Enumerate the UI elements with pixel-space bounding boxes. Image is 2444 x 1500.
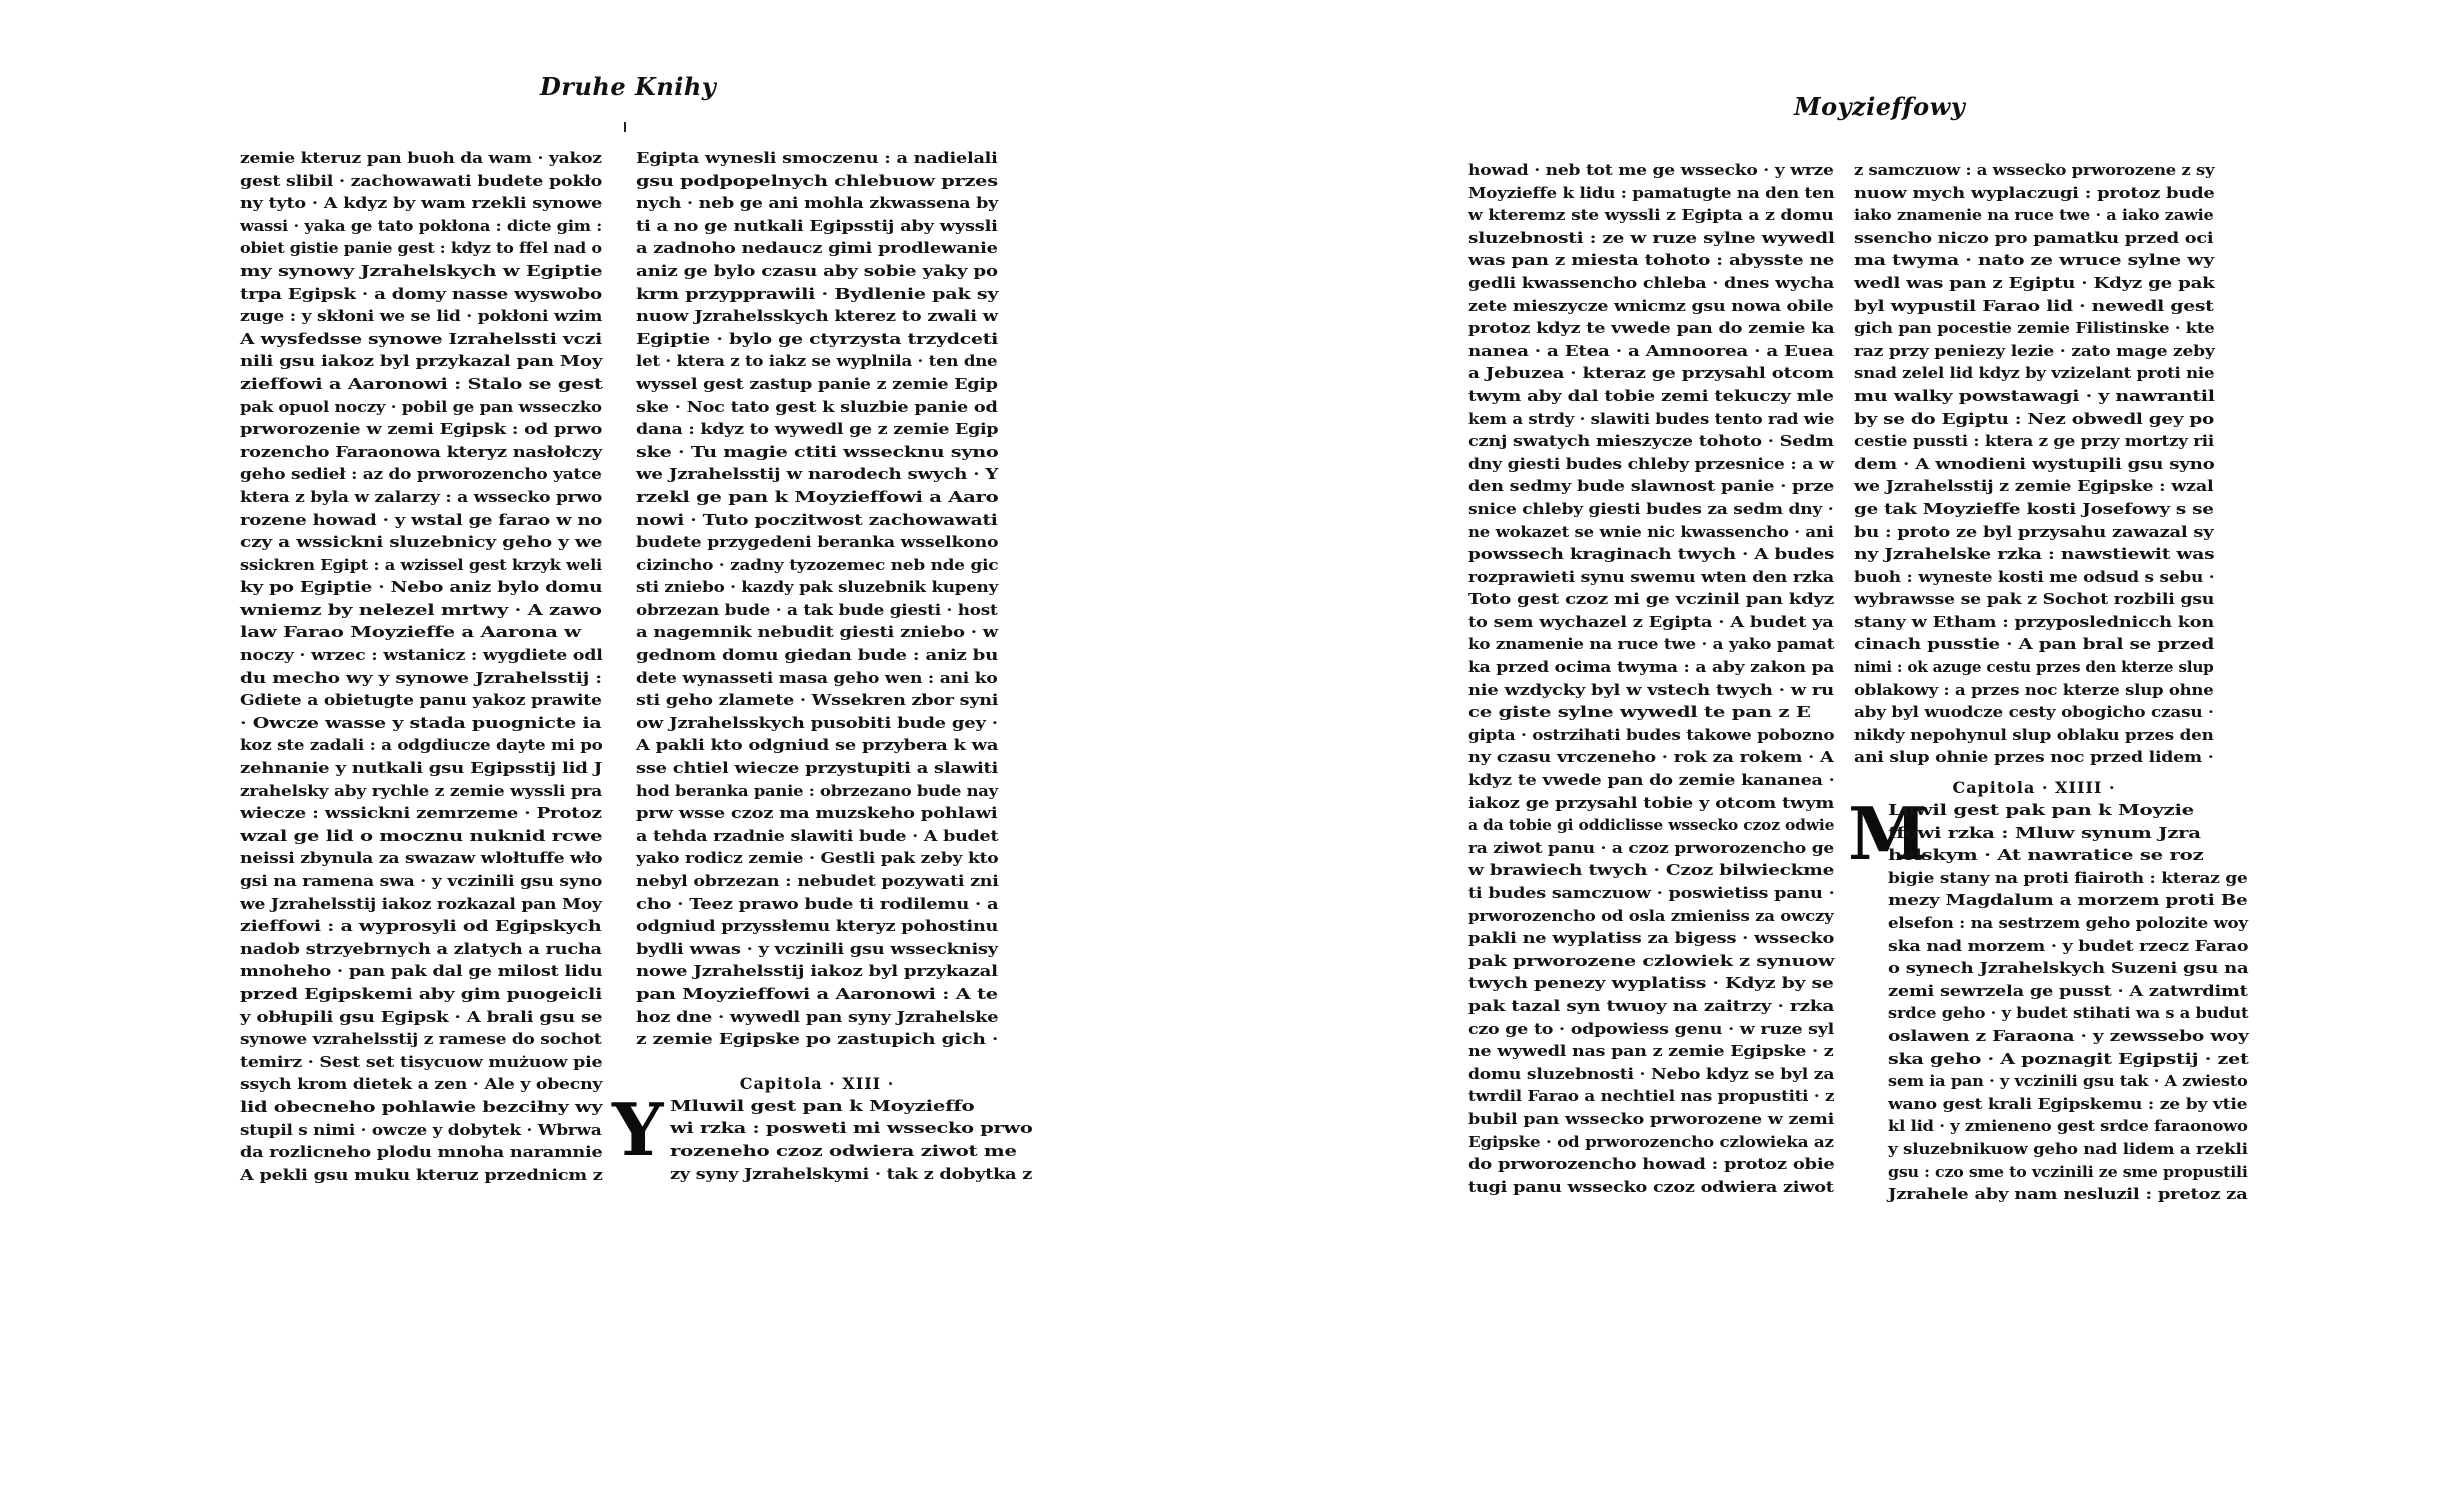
text-line: nimi : ok azuge cestu przes den kterze slup <box>1854 659 2214 677</box>
text-line: ma twyma · nato ze wruce sylne wy <box>1854 252 2214 270</box>
printer-mark <box>624 122 626 132</box>
text-line: rzekl ge pan k Moyzieffowi a Aaro <box>636 488 999 506</box>
text-line: gednom domu giedan bude : aniz bu <box>636 647 999 665</box>
chapter-heading: Capitola · XIII · <box>739 1073 895 1093</box>
text-line: czy a wssickni sluzebnicy geho y we <box>240 534 603 552</box>
text-line: rozeneho czoz odwiera ziwot me <box>670 1142 1017 1160</box>
text-line: rozencho Faraonowa kteryz nasłołczy <box>240 443 602 461</box>
text-line: helskym · At nawratice se roz <box>1888 847 2204 865</box>
text-line: A pakli kto odgniud se przybera k wa <box>636 737 999 755</box>
text-line: bigie stany na proti fiairoth : kteraz ge <box>1888 869 2248 887</box>
text-line: hoz dne · wywedl pan syny Jzrahelske <box>636 1008 999 1026</box>
decorated-initial-block <box>1848 791 2249 1207</box>
text-line: mezy Magdalum a morzem proti Be <box>1888 892 2248 910</box>
text-line: obiet gistie panie gest : kdyz to ffel nad o <box>240 240 602 258</box>
text-line: pak prworozene czlowiek z synuow <box>1468 952 1835 970</box>
text-line: was pan z miesta tohoto : abysste ne <box>1468 252 1835 270</box>
text-line: obrzezan bude · a tak bude giesti · host <box>636 601 998 619</box>
text-line: gipta · ostrzihati budes takowe pobozno <box>1468 726 1835 744</box>
text-line: stupil s nimi · owcze y dobytek · Wbrwa <box>240 1121 602 1139</box>
text-line: nebyl obrzezan : nebudet pozywati zni <box>636 873 999 890</box>
text-line: wybrawsse se pak z Sochot rozbili gsu <box>1854 591 2215 609</box>
text-line: ti a no ge nutkali Egipsstij aby wyssli <box>636 217 998 235</box>
text-line: bu : proto ze byl przysahu zawazal sy <box>1854 523 2214 541</box>
text-line: cizincho · zadny tyzozemec neb nde gic <box>636 556 999 574</box>
text-line: my synowy Jzrahelskych w Egiptie <box>240 262 603 280</box>
text-line: kem a strdy · slawiti budes tento rad wie <box>1468 410 1835 428</box>
text-line: zehnanie y nutkali gsu Egipsstij lid J <box>240 760 603 778</box>
text-line: yako rodicz zemie · Gestli pak zeby kto <box>636 850 999 868</box>
right-column-b <box>1848 160 2249 1207</box>
text-line: pakli ne wyplatiss za bigess · wssecko <box>1468 930 1835 948</box>
text-line: du mecho wy y synowe Jzrahelsstij : <box>240 669 602 687</box>
text-line: z zemie Egipske po zastupich gich · <box>636 1031 999 1049</box>
text-line: neissi zbynula za swazaw wlołtuffe wło <box>240 850 603 868</box>
text-line: wassi · yaka ge tato pokłona : dicte gim : <box>240 217 603 235</box>
text-line: y sluzebnikuow geho nad lidem a rzekli <box>1888 1140 2248 1158</box>
text-line: trpa Egipsk · a domy nasse wyswobo <box>240 285 602 303</box>
text-line: prworozenie w zemi Egipsk : od prwo <box>240 421 603 439</box>
left-column-b <box>612 148 1033 1186</box>
text-line: Luwil gest pak pan k Moyzie <box>1888 802 2194 820</box>
text-line: wi rzka : posweti mi wssecko prwo <box>670 1120 1033 1138</box>
text-line: · Owcze wasse y stada puognicte ia <box>240 714 602 732</box>
text-line: sluzebnosti : ze w ruze sylne wywedl <box>1468 229 1835 247</box>
text-line: aby byl wuodcze cesty obogicho czasu · <box>1854 704 2214 722</box>
text-line: Egipske · od prworozencho czlowieka az <box>1468 1133 1834 1151</box>
text-line: gsu : czo sme to vczinili ze sme propustili <box>1888 1163 2248 1181</box>
text-line: a da tobie gi oddiclisse wssecko czoz odwie <box>1468 817 1835 835</box>
text-line: bydli wwas · y vczinili gsu wssecknisy <box>636 940 998 958</box>
text-line: srdce geho · y budet stihati wa s a budut <box>1888 1005 2249 1023</box>
text-line: y obłupili gsu Egipsk · A brali gsu se <box>240 1008 603 1026</box>
text-line: wzal ge lid o mocznu nuknid rcwe <box>240 827 603 845</box>
text-line: noczy · wrzec : wstanicz : wygdiete odl <box>240 647 603 665</box>
text-line: iakoz ge przysahl tobie y otcom twym <box>1468 794 1835 812</box>
text-line: pan Moyzieffowi a Aaronowi : A te <box>636 985 998 1003</box>
decorated-initial: Y <box>612 1086 664 1172</box>
text-line: sti zniebo · kazdy pak sluzebnik kupeny <box>636 579 999 597</box>
text-line: ny tyto · A kdyz by wam rzekli synowe <box>240 195 603 213</box>
text-line: to sem wychazel z Egipta · A budet ya <box>1468 613 1834 631</box>
text-line: protoz kdyz te vwede pan do zemie ka <box>1468 320 1835 338</box>
text-line: aniz ge bylo czasu aby sobie yaky po <box>636 262 998 280</box>
text-line: a Jebuzea · kteraz ge przysahl otcom <box>1468 365 1834 383</box>
text-line: gedli kwassencho chleba · dnes wycha <box>1468 274 1835 292</box>
text-line: ny czasu vrczeneho · rok za rokem · A <box>1468 749 1834 767</box>
text-line: nuow mych wyplaczugi : protoz bude <box>1854 184 2215 202</box>
text-line: a nagemnik nebudit giesti zniebo · w <box>636 624 998 642</box>
text-line: gsi na ramena swa · y vczinili gsu syno <box>240 873 603 890</box>
text-line: ra ziwot panu · a czoz prworozencho ge <box>1468 839 1835 857</box>
text-line: ge tak Moyzieffe kosti Josefowy s se <box>1854 500 2214 518</box>
text-line: nowe Jzrahelsstij iakoz byl przykazal <box>636 963 998 981</box>
text-line: rozprawieti synu swemu wten den rzka <box>1468 568 1834 586</box>
text-line: twym aby dal tobie zemi tekuczy mle <box>1468 387 1834 405</box>
text-line: mnoheho · pan pak dal ge milost lidu <box>240 963 603 981</box>
text-line: ti budes samczuow · poswietiss panu · <box>1468 885 1835 902</box>
text-line: twrdil Farao a nechtiel nas propustiti · z <box>1468 1088 1835 1106</box>
text-line: zete mieszycze wnicmz gsu nowa obile <box>1468 297 1834 315</box>
text-line: wano gest krali Egipskemu : ze by vtie <box>1888 1095 2248 1113</box>
text-line: ske · Tu magie ctiti wssecknu syno <box>636 443 999 461</box>
text-line: howad · neb tot me ge wssecko · y wrze <box>1468 162 1834 179</box>
text-line: zemie kteruz pan buoh da wam · yakoz <box>240 150 602 167</box>
left-column-a <box>240 148 602 1187</box>
text-line: zuge : y skłoni we se lid · pokłoni wzim <box>240 308 603 326</box>
text-line: nikdy nepohynul slup oblaku przes den <box>1854 726 2214 744</box>
text-line: a tehda rzadnie slawiti bude · A budet <box>636 827 999 845</box>
text-line: synowe vzrahelsstij z ramese do sochot <box>240 1031 602 1049</box>
text-line: zemi sewrzela ge pusst · A zatwrdimt <box>1888 982 2248 1000</box>
text-line: mu walky powstawagi · y nawrantil <box>1854 387 2215 405</box>
text-line: by se do Egiptu : Nez obwedl gey po <box>1854 410 2214 428</box>
text-line: ffowi rzka : Mluw synum Jzra <box>1888 824 2201 842</box>
text-line: tugi panu wssecko czoz odwiera ziwot <box>1468 1178 1834 1196</box>
text-line: bubil pan wssecko prworozene w zemi <box>1468 1110 1835 1128</box>
text-line: ny Jzrahelske rzka : nawstiewit was <box>1854 546 2215 564</box>
text-line: rozene howad · y wstal ge farao w no <box>240 511 603 529</box>
text-line: zieffowi a Aaronowi : Stalo se gest <box>240 375 603 393</box>
text-line: geho sedieł : az do prworozencho yatce <box>240 466 602 484</box>
text-line: ani slup ohnie przes noc przed lidem · <box>1854 749 2214 767</box>
text-line: we Jzrahelsstij w narodech swych · Y <box>636 466 999 484</box>
text-line: twych penezy wyplatiss · Kdyz by se <box>1468 975 1834 993</box>
text-line: ow Jzrahelsskych pusobiti bude gey · <box>636 714 998 732</box>
text-line: pak tazal syn twuoy na zaitrzy · rzka <box>1468 997 1835 1015</box>
text-line: nie wzdycky byl w vstech twych · w ru <box>1468 681 1834 699</box>
text-line: ska nad morzem · y budet rzecz Farao <box>1888 937 2249 955</box>
text-line: dete wynasseti masa geho wen : ani ko <box>636 669 998 687</box>
text-line: snice chleby giesti budes za sedm dny · <box>1468 500 1834 518</box>
text-line: domu sluzebnosti · Nebo kdyz se byl za <box>1468 1065 1835 1083</box>
text-line: Jzrahele aby nam nesluzil : pretoz za <box>1888 1186 2248 1204</box>
text-line: prw wsse czoz ma muzskeho pohlawi <box>636 805 998 823</box>
text-line: Moyzieffe k lidu : pamatugte na den ten <box>1468 184 1835 202</box>
text-line: ska geho · A poznagit Egipstij · zet <box>1888 1050 2249 1068</box>
text-line: sse chtiel wiecze przystupiti a slawiti <box>636 760 999 778</box>
text-line: cznj swatych mieszycze tohoto · Sedm <box>1468 433 1834 451</box>
text-line: let · ktera z to iakz se wyplnila · ten dne <box>636 353 998 371</box>
text-line: ne wywedl nas pan z zemie Egipske · z <box>1468 1043 1834 1061</box>
text-line: prworozencho od osla zmieniss za owczy <box>1468 907 1834 925</box>
text-line: snad zelel lid kdyz by vzizelant proti nie <box>1854 365 2215 383</box>
text-line: cinach pusstie · A pan bral se przed <box>1854 636 2215 654</box>
right-page <box>1222 0 2444 1500</box>
text-line: ske · Noc tato gest k sluzbie panie od <box>636 398 998 416</box>
text-line: A wysfedsse synowe Izrahelssti vczi <box>240 330 602 348</box>
decorated-initial: M <box>1848 791 1928 877</box>
left-running-head: Druhe Knihy <box>540 72 717 101</box>
text-line: z samczuow : a wssecko prworozene z sy <box>1854 162 2215 179</box>
text-line: stany w Etham : przyposlednicch kon <box>1854 613 2215 631</box>
text-line: oslawen z Faraona · y zewssebo woy <box>1888 1027 2249 1045</box>
text-line: czo ge to · odpowiess genu · w ruze syl <box>1468 1020 1835 1038</box>
text-line: wedl was pan z Egiptu · Kdyz ge pak <box>1854 274 2215 292</box>
text-line: nanea · a Etea · a Amnoorea · a Euea <box>1468 342 1834 360</box>
text-line: kl lid · y zmieneno gest srdce faraonowo <box>1888 1118 2248 1136</box>
text-line: gsu podpopelnych chlebuow przes <box>636 172 998 190</box>
text-line: w kteremz ste wyssli z Egipta a z domu <box>1468 207 1834 225</box>
text-line: ky po Egiptie · Nebo aniz bylo domu <box>240 579 603 597</box>
text-line: da rozlicneho plodu mnoha naramnie <box>240 1144 603 1162</box>
text-line: temirz · Sest set tisycuow mużuow pie <box>240 1053 603 1071</box>
text-line: wiecze : wssickni zemrzeme · Protoz <box>240 805 602 823</box>
text-line: Toto gest czoz mi ge vczinil pan kdyz <box>1468 591 1834 609</box>
text-line: do prworozencho howad : protoz obie <box>1468 1156 1835 1174</box>
text-line: budete przygedeni beranka wsselkono <box>636 534 999 552</box>
chapter-heading: Capitola · XIIII · <box>1952 778 2116 798</box>
text-line: ka przed ocima twyma : a aby zakon pa <box>1468 659 1835 677</box>
text-line: hod beranka panie : obrzezano bude nay <box>636 782 998 800</box>
text-line: raz przy peniezy lezie · zato mage zeby <box>1854 342 2215 360</box>
text-line: dana : kdyz to wywedl ge z zemie Egip <box>636 421 999 439</box>
text-line: gich pan pocestie zemie Filistinske · kte <box>1854 320 2215 338</box>
text-line: we Jzrahelsstij z zemie Egipske : wzal <box>1854 478 2214 496</box>
text-line: iako znamenie na ruce twe · a iako zawie <box>1854 207 2214 225</box>
text-line: Gdiete a obietugte panu yakoz prawite <box>240 692 602 710</box>
text-line: gest slibil · zachowawati budete pokło <box>240 172 603 190</box>
text-line: przed Egipskemi aby gim puogeicli <box>240 985 602 1003</box>
text-line: nadob strzyebrnych a zlatych a rucha <box>240 940 602 958</box>
text-line: we Jzrahelsstij iakoz rozkazal pan Moy <box>240 895 602 913</box>
right-running-head: Moyzieffowy <box>1794 92 1966 121</box>
text-line: w brawiech twych · Czoz bilwieckme <box>1468 862 1835 880</box>
text-line: sem ia pan · y vczinili gsu tak · A zwiesto <box>1888 1073 2248 1091</box>
text-line: zrahelsky aby rychle z zemie wyssli pra <box>240 782 603 800</box>
text-line: oblakowy : a przes noc kterze slup ohne <box>1854 681 2214 699</box>
text-line: pak opuol noczy · pobil ge pan wsseczko <box>240 398 602 416</box>
text-line: nowi · Tuto poczitwost zachowawati <box>636 511 998 529</box>
text-line: o synech Jzrahelskych Suzeni gsu na <box>1888 960 2249 978</box>
text-line: nuow Jzrahelsskych kterez to zwali w <box>636 308 998 326</box>
text-line: ktera z byla w zalarzy : a wssecko prwo <box>240 488 602 506</box>
text-line: ko znamenie na ruce twe · a yako pamat <box>1468 636 1835 654</box>
text-line: ce giste sylne wywedl te pan z E <box>1468 704 1811 722</box>
text-line: lid obecneho pohlawie bezciłny wy <box>240 1098 603 1116</box>
text-line: powssech kraginach twych · A budes <box>1468 546 1835 564</box>
right-column-a <box>1468 160 1834 1199</box>
text-line: koz ste zadali : a odgdiucze dayte mi po <box>240 737 603 755</box>
text-line: nych · neb ge ani mohla zkwassena by <box>636 195 998 213</box>
text-line: zieffowi : a wyprosyli od Egipskych <box>240 918 602 936</box>
text-line: sti geho zlamete · Wssekren zbor syni <box>636 692 999 710</box>
text-line: odgniud przyssłemu kteryz pohostinu <box>636 918 999 936</box>
text-line: byl wypustil Farao lid · newedl gest <box>1854 297 2214 315</box>
text-line: zy syny Jzrahelskymi · tak z dobytka z <box>670 1165 1033 1183</box>
text-line: ne wokazet se wnie nic kwassencho · ani <box>1468 523 1834 541</box>
decorated-initial-block <box>612 1086 1033 1186</box>
text-line: wyssel gest zastup panie z zemie Egip <box>636 375 998 393</box>
text-line: elsefon : na sestrzem geho polozite woy <box>1888 915 2248 932</box>
text-line: a zadnoho nedaucz gimi prodlewanie <box>636 240 998 258</box>
text-line: nili gsu iakoz byl przykazal pan Moy <box>240 353 603 371</box>
text-line: cestie pussti : ktera z ge przy mortzy rii <box>1854 433 2214 451</box>
text-line: cho · Teez prawo bude ti rodilemu · a <box>636 895 999 913</box>
text-line: Egipta wynesli smoczenu : a nadielali <box>636 150 998 167</box>
text-line: ssych krom dietek a zen · Ale y obecny <box>240 1076 603 1094</box>
text-line: A pekli gsu muku kteruz przednicm z <box>240 1166 603 1184</box>
text-line: Egiptie · bylo ge ctyrzysta trzydceti <box>636 330 999 348</box>
text-line: den sedmy bude slawnost panie · prze <box>1468 478 1835 496</box>
text-line: dem · A wnodieni wystupili gsu syno <box>1854 455 2215 473</box>
text-line: Mluwil gest pan k Moyzieffo <box>670 1097 975 1115</box>
text-line: wniemz by nelezel mrtwy · A zawo <box>240 601 602 619</box>
text-line: law Farao Moyzieffe a Aarona w <box>240 624 581 642</box>
text-line: ssencho niczo pro pamatku przed oci <box>1854 229 2214 247</box>
text-line: dny giesti budes chleby przesnice : a w <box>1468 455 1834 473</box>
text-line: buoh : wyneste kosti me odsud s sebu · <box>1854 568 2215 586</box>
text-line: krm przypprawili · Bydlenie pak sy <box>636 285 999 303</box>
text-line: ssickren Egipt : a wzissel gest krzyk weli <box>240 556 603 574</box>
text-line: kdyz te vwede pan do zemie kananea · <box>1468 772 1835 790</box>
